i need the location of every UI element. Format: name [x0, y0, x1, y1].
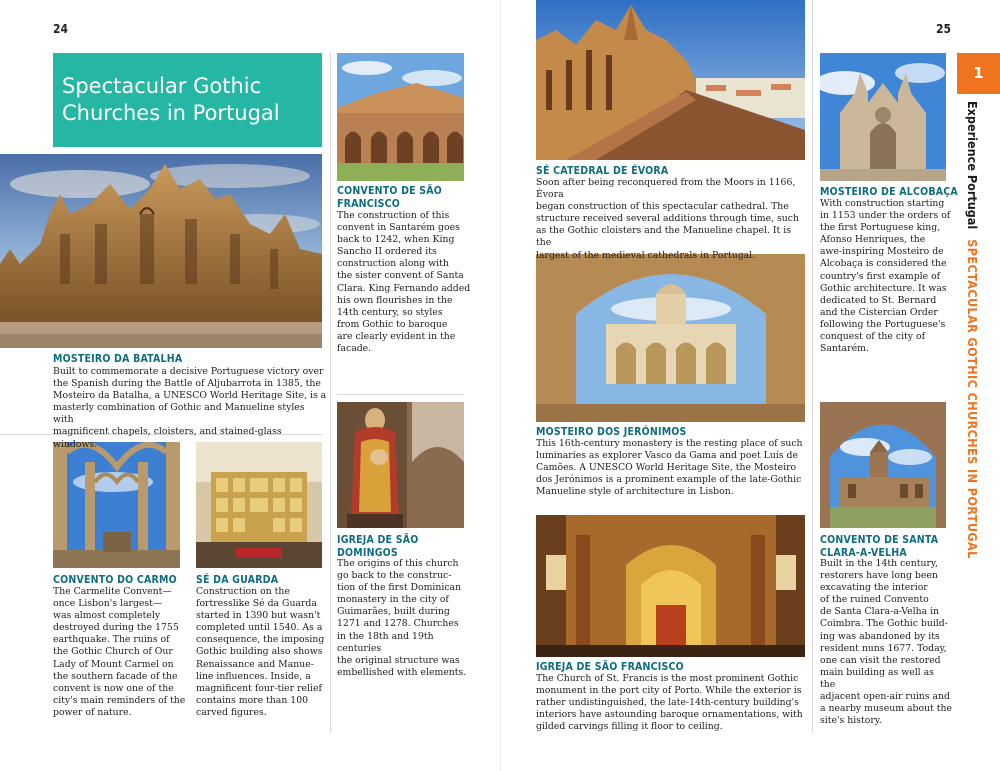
- photo-convento-do-carmo: [53, 442, 180, 568]
- photo-se-catedral-de-evora: [536, 0, 805, 160]
- text-convento-do-carmo: The Carmelite Convent— once Lisbon's largest— was almost completely destroyed during the 1755 earthquake. The ruins of the Gothic Church of Our Lady of Mount Carmel on the southern facade of the convent is now one of the city's main reminders of the power of nature.: [53, 586, 186, 718]
- photo-mosteiro-de-alcobaca: [820, 53, 946, 181]
- text-mosteiro-de-alcobaca: With construction starting in 1153 under the orders of the first Portuguese king, Afonso Henriques, the awe-inspiring Mosteiro de Alcobaça is considered the country's first example of Gothic architecture. It was dedicated to St. Bernard and the Cistercian Order following the Portuguese's conquest of the city of Santarém.: [820, 198, 951, 355]
- photo-convento-de-sao-francisco: [337, 53, 464, 181]
- text-igreja-de-sao-francisco: The Church of St. Francis is the most prominent Gothic monument in the port city of Porto. While the exterior is rather undistinguished, the late-14th-century building's interiors have astounding baroque ornamentations, with gilded carvings filling it floor to ceiling.: [536, 673, 803, 733]
- heading-mosteiro-dos-jeronimos: MOSTEIRO DOS JERÓNIMOS: [536, 426, 687, 438]
- photo-igreja-de-sao-francisco: [536, 515, 805, 657]
- running-head: [957, 101, 1000, 559]
- heading-igreja-de-sao-domingos: IGREJA DE SÃO DOMINGOS: [337, 534, 419, 559]
- chapter-tab: [957, 53, 1000, 94]
- heading-convento-do-carmo: CONVENTO DO CARMO: [53, 574, 177, 586]
- heading-igreja-de-sao-francisco: IGREJA DE SÃO FRANCISCO: [536, 661, 684, 673]
- column-divider: [330, 53, 331, 733]
- column-divider: [812, 0, 813, 733]
- text-igreja-de-sao-domingos: The origins of this church go back to the construc- tion of the first Dominican monastery in the city of Guimarães, built during 1271 and 1278. Churches in the 18th and 19th centuries the original structure was embellished with elements.: [337, 558, 467, 678]
- photo-mosteiro-da-batalha: [0, 154, 322, 348]
- text-mosteiro-da-batalha: Built to commemorate a decisive Portuguese victory over the Spanish during the Battle of Aljubarrota in 1385, the Mosteiro da Batalha, a UNESCO World Heritage Site, is a masterly combination of Gothic and Manueline styles with magnificent chapels, cloisters, and stained-glass windows.: [53, 366, 327, 450]
- text-convento-de-sao-francisco: The construction of this convent in Santarém goes back to 1242, when King Sancho II ordered its construction along with the sister convent of Santa Clara. King Fernando added his own flourishes in the 14th century, so styles from Gothic to baroque are clearly evident in the facade.: [337, 210, 471, 355]
- photo-convento-de-santa-clara-a-velha: [820, 402, 946, 528]
- chapter-number: 1: [973, 64, 984, 82]
- heading-convento-de-sao-francisco: CONVENTO DE SÃO FRANCISCO: [337, 185, 443, 210]
- heading-mosteiro-de-alcobaca: MOSTEIRO DE ALCOBAÇA: [820, 186, 958, 198]
- text-se-da-guarda: Construction on the fortresslike Sé da Guarda started in 1390 but wasn't completed until 1540. As a consequence, the imposing Gothic building also shows Renaissance and Manue- line influences. Inside, a magnificent four-tier relief contains more than 100 carved figures.: [196, 586, 325, 718]
- heading-mosteiro-da-batalha: MOSTEIRO DA BATALHA: [53, 353, 183, 365]
- photo-igreja-de-sao-domingos: [337, 402, 464, 528]
- text-mosteiro-dos-jeronimos: This 16th-century monastery is the resting place of such luminaries as explorer Vasco da Gama and poet Luís de Camões. A UNESCO World Heritage Site, the Mosteiro dos Jerónimos is a prominent example of the late-Gothic Manueline style of architecture in Lisbon.: [536, 438, 803, 498]
- text-se-catedral-de-evora: Soon after being reconquered from the Moors in 1166, Évora began construction of this spectacular cathedral. The structure received several additions through time, such as the Gothic cloisters and the Manueline chapel. It is the largest of the medieval cathedrals in Portugal.: [536, 177, 799, 261]
- gutter: [500, 0, 501, 771]
- page-title: Spectacular Gothic Churches in Portugal: [62, 74, 280, 125]
- photo-se-da-guarda: [196, 442, 322, 568]
- text-convento-de-santa-clara-a-velha: Built in the 14th century, restorers have long been excavating the interior of the ruined Convento de Santa Clara-a-Velha in Coimbra. The Gothic build- ing was abandoned by its resident nuns 1677. Today, one can visit the restored main building as well as the adjacent open-air ruins and a nearby museum about the site's history.: [820, 558, 952, 727]
- section-name: Experience Portugal: [965, 101, 980, 230]
- page-number-right: 25: [936, 22, 952, 36]
- heading-se-da-guarda: SÉ DA GUARDA: [196, 574, 279, 586]
- photo-mosteiro-dos-jeronimos: [536, 254, 805, 422]
- row-divider: [337, 394, 464, 395]
- chapter-title: SPECTACULAR GOTHIC CHURCHES IN PORTUGAL: [965, 239, 980, 559]
- title-box: [53, 53, 322, 147]
- heading-se-catedral-de-evora: SÉ CATEDRAL DE ÉVORA: [536, 165, 669, 177]
- heading-convento-de-santa-clara-a-velha: CONVENTO DE SANTA CLARA-A-VELHA: [820, 534, 939, 559]
- page-number-left: 24: [53, 22, 69, 36]
